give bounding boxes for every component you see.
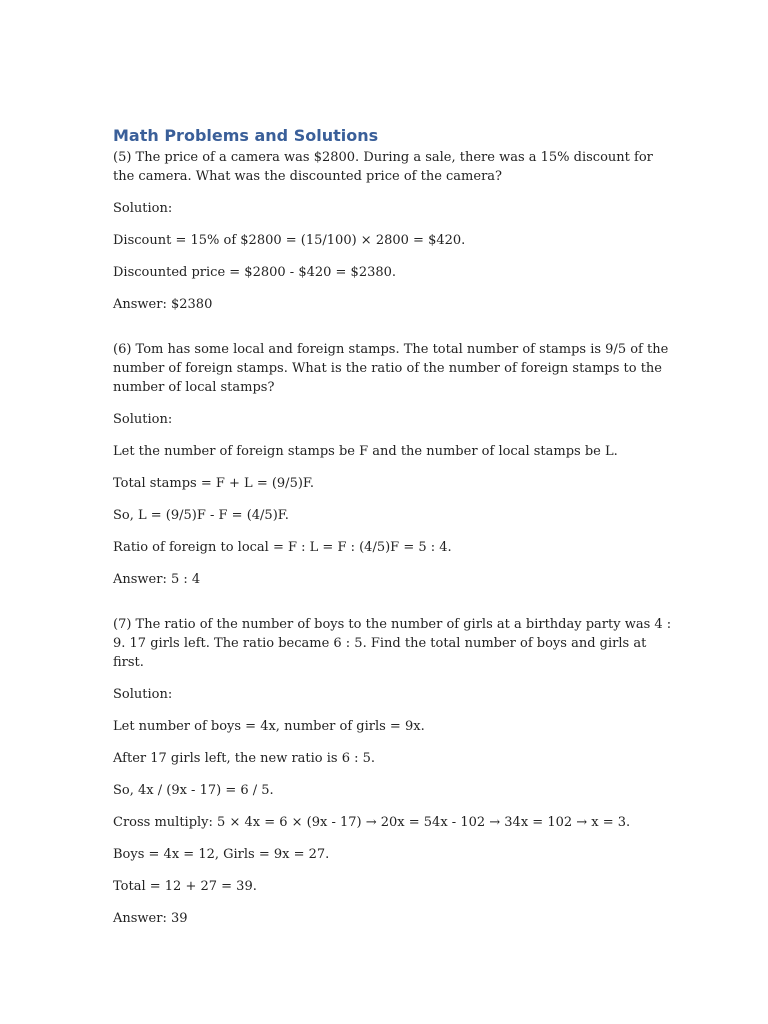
solution-step: Discount = 15% of $2800 = (15/100) × 2800 = $420. <box>113 233 466 248</box>
answer-line: Answer: $2380 <box>113 297 213 312</box>
solution-heading: Solution: <box>113 687 173 702</box>
solution-step: Total = 12 + 27 = 39. <box>113 879 257 894</box>
answer-line: Answer: 39 <box>113 911 188 926</box>
solution-step: Ratio of foreign to local = F : L = F : (4/5)F = 5 : 4. <box>113 540 452 555</box>
solution-step: Discounted price = $2800 - $420 = $2380. <box>113 265 397 280</box>
solution-step: Let number of boys = 4x, number of girls = 9x. <box>113 719 425 734</box>
problem-question: (6) Tom has some local and foreign stamps. The total number of stamps is 9/5 of the number of foreign stamps. What is the ratio of the number of foreign stamps to the number of local stamps? <box>113 342 669 395</box>
solution-heading: Solution: <box>113 201 173 216</box>
document-page <box>113 124 673 928</box>
problem-question: (7) The ratio of the number of boys to the number of girls at a birthday party was 4 : 9. 17 girls left. The ratio became 6 : 5. Find the total number of boys and girls at first. <box>113 617 672 670</box>
solution-step: So, L = (9/5)F - F = (4/5)F. <box>113 508 289 523</box>
solution-step: Cross multiply: 5 × 4x = 6 × (9x - 17) → 20x = 54x - 102 → 34x = 102 → x = 3. <box>113 815 631 830</box>
solution-step: Boys = 4x = 12, Girls = 9x = 27. <box>113 847 330 862</box>
solution-step: Total stamps = F + L = (9/5)F. <box>113 476 315 491</box>
solution-step: After 17 girls left, the new ratio is 6 : 5. <box>113 751 376 766</box>
solution-step: So, 4x / (9x - 17) = 6 / 5. <box>113 783 274 798</box>
problem-5 <box>113 148 673 314</box>
problem-question: (5) The price of a camera was $2800. During a sale, there was a 15% discount for the camera. What was the discounted price of the camera? <box>113 150 653 184</box>
problem-7 <box>113 615 673 928</box>
document-title: Math Problems and Solutions <box>113 126 379 145</box>
solution-heading: Solution: <box>113 412 173 427</box>
problem-6 <box>113 340 673 589</box>
answer-line: Answer: 5 : 4 <box>113 572 201 587</box>
solution-step: Let the number of foreign stamps be F and the number of local stamps be L. <box>113 444 618 459</box>
